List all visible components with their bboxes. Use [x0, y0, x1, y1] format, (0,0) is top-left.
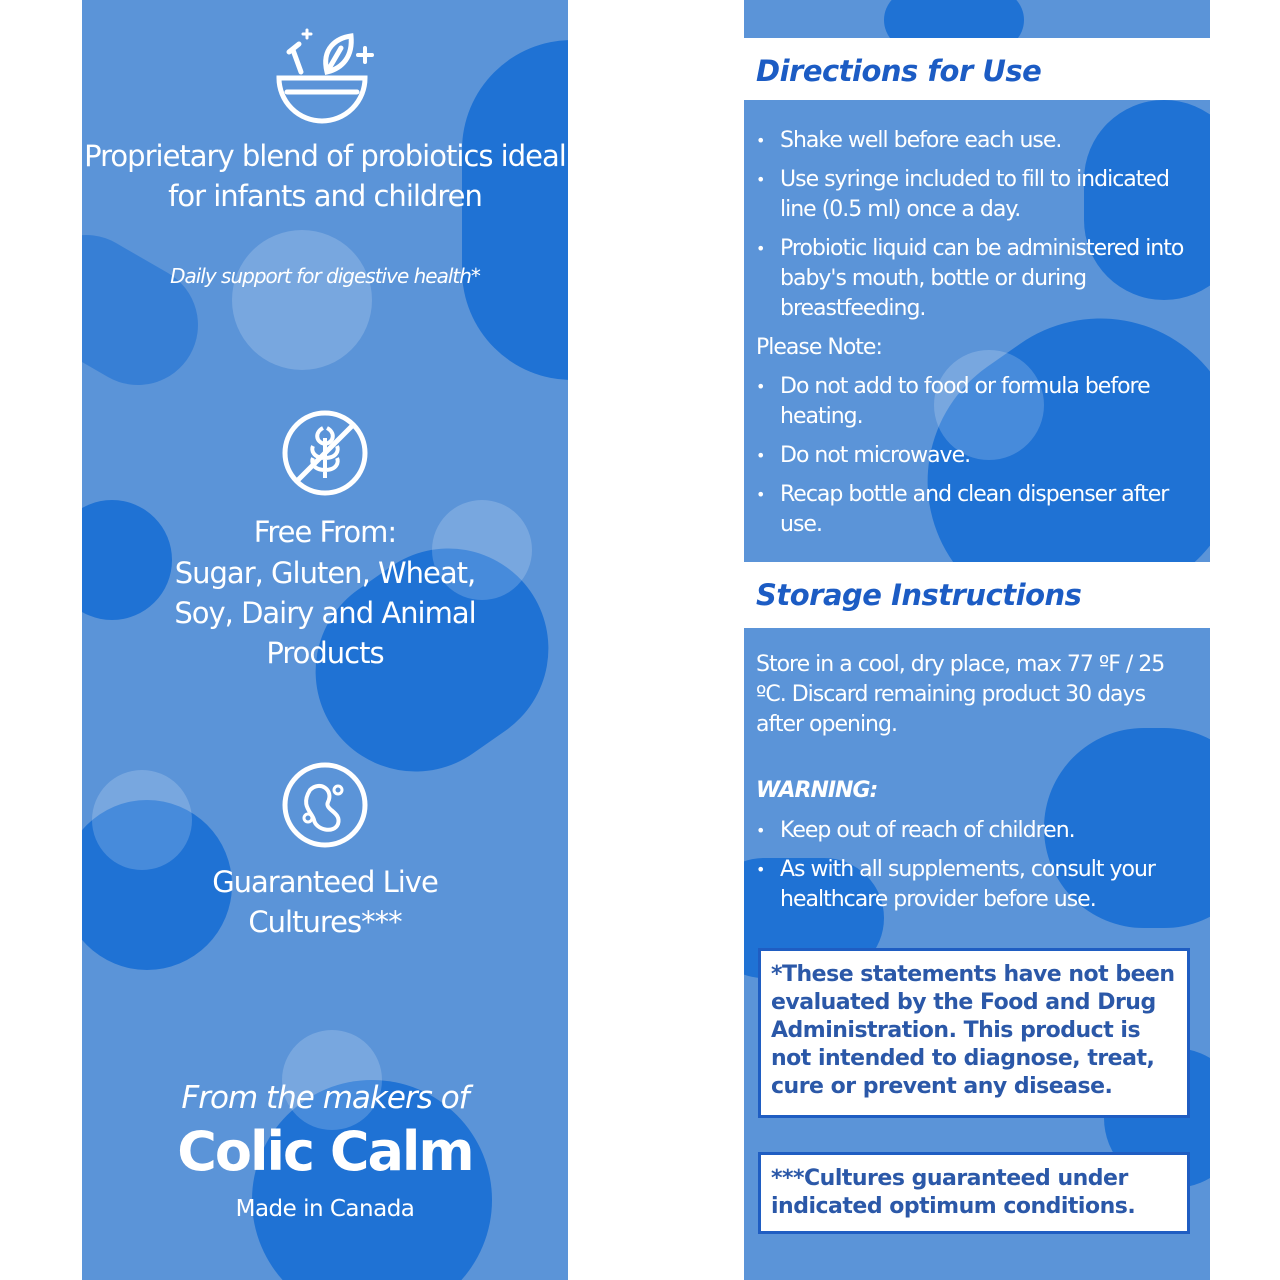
- storage-header: [744, 562, 1210, 628]
- directions-title: Directions for Use: [756, 54, 1042, 88]
- directions-header: [744, 38, 1210, 100]
- colic-calm-logo: Colic Calm: [177, 1120, 473, 1183]
- directions-content: [756, 126, 1196, 549]
- directions-panel: [744, 100, 1210, 562]
- note-item: • Do not add to food or formula before heating.: [756, 372, 1196, 432]
- note-item: • Recap bottle and clean dispenser after use.: [756, 480, 1196, 540]
- please-note-heading: Please Note:: [756, 335, 882, 360]
- direction-item: • Shake well before each use.: [756, 126, 1196, 156]
- made-in-canada: Made in Canada: [235, 1196, 415, 1222]
- warning-list: [756, 816, 1196, 924]
- feature-blend-title: Proprietary blend of probiotics ideal for infants and children: [84, 139, 566, 213]
- warning-item: • As with all supplements, consult your healthcare provider before use.: [756, 855, 1196, 915]
- no-gluten-icon: [280, 408, 370, 498]
- note-item: • Do not microwave.: [756, 441, 1196, 471]
- fda-disclaimer-box: *These statements have not been evaluated by the Food and Drug Administration. This product is not intended to diagnose, treat, cure or prevent any disease.: [758, 948, 1190, 1118]
- bowl-leaf-sparkle-icon: [265, 26, 385, 126]
- storage-panel: [744, 628, 1210, 1280]
- free-from-heading: Free From:: [253, 515, 397, 549]
- left-panel: [82, 0, 568, 1280]
- feature-blend-subtitle: Daily support for digestive health*: [170, 264, 480, 288]
- live-cultures-text: Guaranteed Live Cultures***: [212, 865, 438, 939]
- live-cultures-icon: [280, 760, 370, 850]
- brand-tagline: From the makers of: [181, 1080, 469, 1116]
- direction-item: • Use syringe included to fill to indicated line (0.5 ml) once a day.: [756, 165, 1196, 225]
- direction-item: • Probiotic liquid can be administered into baby's mouth, bottle or during breastfeeding.: [756, 234, 1196, 324]
- storage-title: Storage Instructions: [756, 578, 1082, 612]
- top-strip: [744, 0, 1210, 38]
- warning-item: • Keep out of reach of children.: [756, 816, 1196, 846]
- free-from-text: Sugar, Gluten, Wheat, Soy, Dairy and Animal Products: [174, 556, 476, 670]
- cultures-note-box: ***Cultures guaranteed under indicated optimum conditions.: [758, 1152, 1190, 1234]
- warning-heading: WARNING:: [756, 778, 878, 803]
- storage-text: Store in a cool, dry place, max 77 ºF / 25 ºC. Discard remaining product 30 days after opening.: [756, 652, 1165, 737]
